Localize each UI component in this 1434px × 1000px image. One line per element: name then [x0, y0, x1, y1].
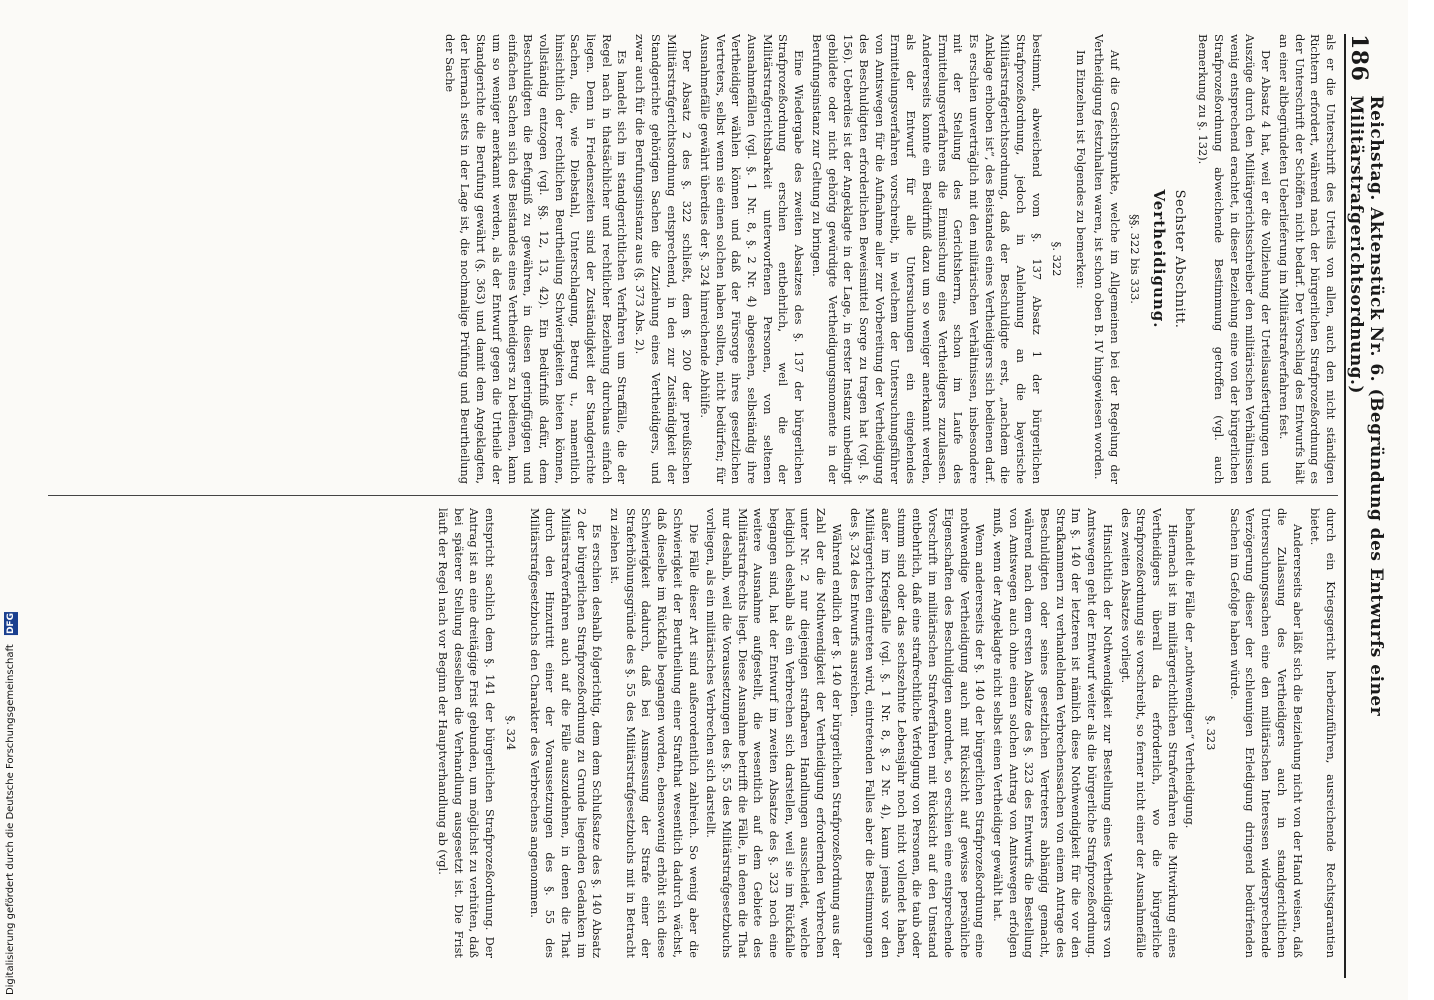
paragraph: Eine Wiedergabe des zweiten Absatzes des §. 137 der bürgerlichen Strafprozeßordnung erschien entbehrlich, weil die der Militärstrafgerichtsbarkeit unterworfenen Personen, von seltenen Ausnahmefällen (vgl. §. 1 Nr. 8, §. 2 Nr. 4) abgesehen, selbständig ihre Vertheidiger wählen können und daß der Fürsorge ihres gesetzlichen Vertreters, selbst wenn sie einen solchen haben sollten, nicht bedürfen; für Ausnahmefälle gewährt überdies der §. 324 hinreichende Abhülfe.	[697, 34, 807, 484]
page-number: 186	[1346, 34, 1372, 82]
section-heading: Vertheidigung.	[1149, 189, 1168, 329]
running-title: Reichstag. Aktenstück Nr. 6. (Begründung des Entwurfs einer Militärstrafgerichtsordnung.)	[1346, 95, 1386, 717]
credit-label: Digitalisierung gefördert durch die Deutsche Forschungsgemeinschaft	[5, 644, 16, 995]
section-range: §§. 322 bis 333.	[1128, 214, 1143, 304]
paragraph: Wenn andererseits der §. 140 der bürgerlichen Strafprozeßordnung eine nothwendige Vertheidigung auch mit Rücksicht auf gewisse persönliche Eigenschaften des Beschuldigten anordnet, so erschien eine entsprechende Vorschrift im militärischen Strafverfahren mit Rücksicht auf den Umstand entbehrlich, daß eine strafrechtliche Verfolgung von Personen, die taub oder stumm sind oder das sechszehnte Lebensjahr noch nicht vollendet haben, außer im Kriegsfalle (vgl. §. 1 Nr. 8, §. 2 Nr. 4), kaum jemals vor den Militärgerichten eintreten wird, eintretenden Falles aber die Bestimmungen des §. 324 des Entwurfs ausreichen.	[847, 508, 988, 958]
paragraph: Im Einzelnen ist Folgendes zu bemerken:	[1074, 50, 1089, 289]
paragraph: Es erschien deshalb folgerichtig, dem dem Schlußsatze des §. 140 Absatz 2 der bürgerlichen Strafprozeßordnung zu Grunde liegenden Gedanken im Militärstrafverfahren auch auf die Fälle auszudehnen, in denen die That durch den Hinzutritt einer der Voraussetzungen des §. 55 des Militärstrafgesetzbuchs den Charakter des Verbrechens angenommen.	[527, 508, 605, 958]
left-column	[38, 34, 1338, 484]
digitization-credit	[3, 540, 19, 995]
paragraph-marker: §. 324	[503, 715, 518, 751]
paragraph: als er die Unterschrift des Urteils von allen, auch den nicht ständigen Richtern erfordert, während nach der bürgerlichen Strafprozeßordnung es der Unterschrift der Schöffen nicht bedarf. Der Vorschlag des Entwurfs hält an einer altbegründeten Ueberlieferung im Militärstrafverfahren fest.	[1276, 34, 1338, 484]
paragraph: Andererseits aber läßt sich die Beiziehung nicht von der Hand weisen, daß die Zulassung des Vertheidigers auch in standgerichtlichen Untersuchungssachen eine den militärischen Interessen widersprechende Verzögerung dieser der schleunigen Erledigung dringend bedürfenden Sachen im Gefolge haben würde.	[1227, 508, 1305, 958]
text-columns	[38, 34, 1338, 978]
paragraph-marker: §. 322	[1050, 241, 1065, 277]
column-divider	[48, 495, 1338, 496]
paragraph: Es handelt sich im standgerichtlichen Verfahren um Straffälle, die der Regel nach in thatsächlicher und rechtlicher Beziehung durchaus einfach liegen. Denn in Friedenszeiten sind der Zuständigkeit der Standgerichte Sachen, die, wie Diebstahl, Unterschlagung, Betrug u., namentlich hinsichtlich der rechtlichen Beurtheilung Schwierigkeiten bieten können, vollständig entzogen (vgl. §§. 12, 13, 42). Ein Bedürfniß dafür, dem Beschuldigten die Befugniß zu gewähren, in diesen geringfügigen und einfachen Sachen sich des Beistandes eines Vertheidigers zu bedienen, kann um so weniger anerkannt werden, als der Entwurf gegen die Urtheile der Standgerichte die Berufung gewährt (§. 363) und damit dem Angeklagten, der hiernach stets in der Lage ist, die nochmalige Prüfung und Beurtheilung der Sache	[442, 34, 630, 484]
paragraph: Der Absatz 2 des §. 322 schließt, dem §. 200 der preußischen Militärstrafgerichtsordnung entsprechend, in den zur Zuständigkeit der Standgerichte gehörigen Sachen die Zuziehung eines Vertheidigers, und zwar auch für die Berufungsinstanz aus (§. 373 Abs. 2).	[633, 34, 695, 484]
paragraph: Hinsichtlich der Nothwendigkeit zur Bestellung eines Vertheidigers von Amtswegen geht der Entwurf weiter als die bürgerliche Strafprozeßordnung. Im §. 140 der letzteren ist nämlich diese Nothwendigkeit für die vor den Strafkammern zu verhandelnden Verbrechenssachen von einem Antrage des Beschuldigten oder seines gesetzlichen Vertreters abhängig gemacht, während nach dem ersten Absatze des §. 323 des Entwurfs die Bestellung von Amtswegen auch ohne einen solchen Antrag von Amtswegen erfolgen muß, wenn der Angeklagte nicht selbst einen Vertheidiger gewählt hat.	[990, 508, 1115, 958]
paragraph-marker: §. 323	[1204, 715, 1219, 751]
paragraph: behandelt die Fälle der „nothwendigen“ Vertheidigung.	[1183, 508, 1198, 829]
paragraph: bestimmt, abweichend vom §. 137 Absatz 1 der bürgerlichen Strafprozeßordnung, jedoch in Anlehnung an die bayerische Militärstrafgerichtsordnung, daß der Beschuldigte erst, „nachdem die Anklage erhoben ist“, des Beistandes eines Vertheidigers sich bedienen darf. Es erschien unverträglich mit den militärischen Verhältnissen, insbesondere mit der Stellung des Gerichtsherrn, schon im Laufe des Ermittelungsverfahrens die Einmischung eines Vertheidigers zuzulassen. Andererseits konnte ein Bedürfniß dazu um so weniger anerkannt werden, als der Entwurf für alle Untersuchungen ein eingehendes Ermittelungsverfahren vorschreibt, in welchem der Untersuchungsführer von Amtswegen für die Aufnahme aller zur Vorbereitung der Vertheidigung des Beschuldigten erforderlichen Beweismittel Sorge zu tragen hat (vgl. §. 156). Ueberdies ist der Angeklagte in der Lage, in erster Instanz unbedingt gebildete oder nicht gehörig gewürdigte Vertheidigungsmomente in der Berufungsinstanz zur Geltung zu bringen.	[809, 34, 1044, 484]
paragraph: durch ein Kriegsgericht herbeizuführen, ausreichende Rechtsgarantien bietet.	[1308, 508, 1338, 958]
paragraph: Der Absatz 4 hat, weil er die Vollziehung der Urteilsausfertigungen und Auszüge durch den Militärgerichtsschreiber den militärischen Verhältnissen wenig entsprechend erachtet, in dieser Beziehung eine von der bürgerlichen Strafprozeßordnung abweichende Bestimmung getroffen (vgl. auch Bemerkung zu §. 132).	[1196, 34, 1274, 484]
paragraph: Auf die Gesichtspunkte, welche im Allgemeinen bei der Regelung der Vertheidigung festzuhalten waren, ist schon oben B. IV hingewiesen worden.	[1091, 34, 1122, 484]
dfg-logo: DFG	[6, 612, 16, 634]
page-header	[1344, 34, 1386, 978]
paragraph: Die Fälle dieser Art sind außerordentlich zahlreich. So wenig aber die Schwierigkeit der Beurtheilung einer Strafthat wesentlich dadurch wächst, daß dieselbe im Rückfalle begangen worden, ebensowenig erhöht sich diese Schwierigkeit dadurch, daß bei Ausmessung der Strafe einer der Straferhöhungsgründe des §. 55 des Militärstrafgesetzbuchs mit in Betracht zu ziehen ist.	[608, 508, 701, 958]
paragraph: Während endlich der §. 140 der bürgerlichen Strafprozeßordnung aus der Zahl der die Nothwendigkeit der Vertheidigung erfordernden Verbrechen unter Nr. 2 nur diejenigen strafbaren Handlungen ausscheidet, welche lediglich deshalb als ein Verbrechen sich darstellen, weil sie im Rückfalle begangen sind, hat der Entwurf im zweiten Absatze des §. 323 noch eine weitere Ausnahme aufgestellt, die wesentlich auf dem Gebiete des Militärstrafrechts liegt. Diese Ausnahme betrifft die Fälle, in denen die That nur deshalb, weil die Voraussetzungen des §. 55 des Militärstrafgesetzbuchs vorliegen, als ein militärisches Verbrechen sich darstellt.	[704, 508, 844, 958]
section-title: Sechster Abschnitt.	[1171, 189, 1187, 329]
paragraph: entspricht sachlich dem §. 141 der bürgerlichen Strafprozeßordnung. Der Antrag ist an eine dreitägige Frist gebunden, um möglichst zu verhüten, daß bei späterer Stellung desselben die Verhandlung ausgesetzt ist. Die Frist läuft der Regel nach vor Beginn der Hauptverhandlung ab (vgl.	[436, 508, 498, 958]
credit-text	[4, 612, 18, 995]
right-column	[38, 508, 1338, 958]
paragraph: Hiernach ist im militärgerichtlichen Strafverfahren die Mitwirkung eines Vertheidigers überall da erforderlich, wo die bürgerliche Strafprozeßordnung sie vorschreibt, so ferner nicht einer der Ausnahmefälle des zweiten Absatzes vorliegt.	[1118, 508, 1180, 958]
